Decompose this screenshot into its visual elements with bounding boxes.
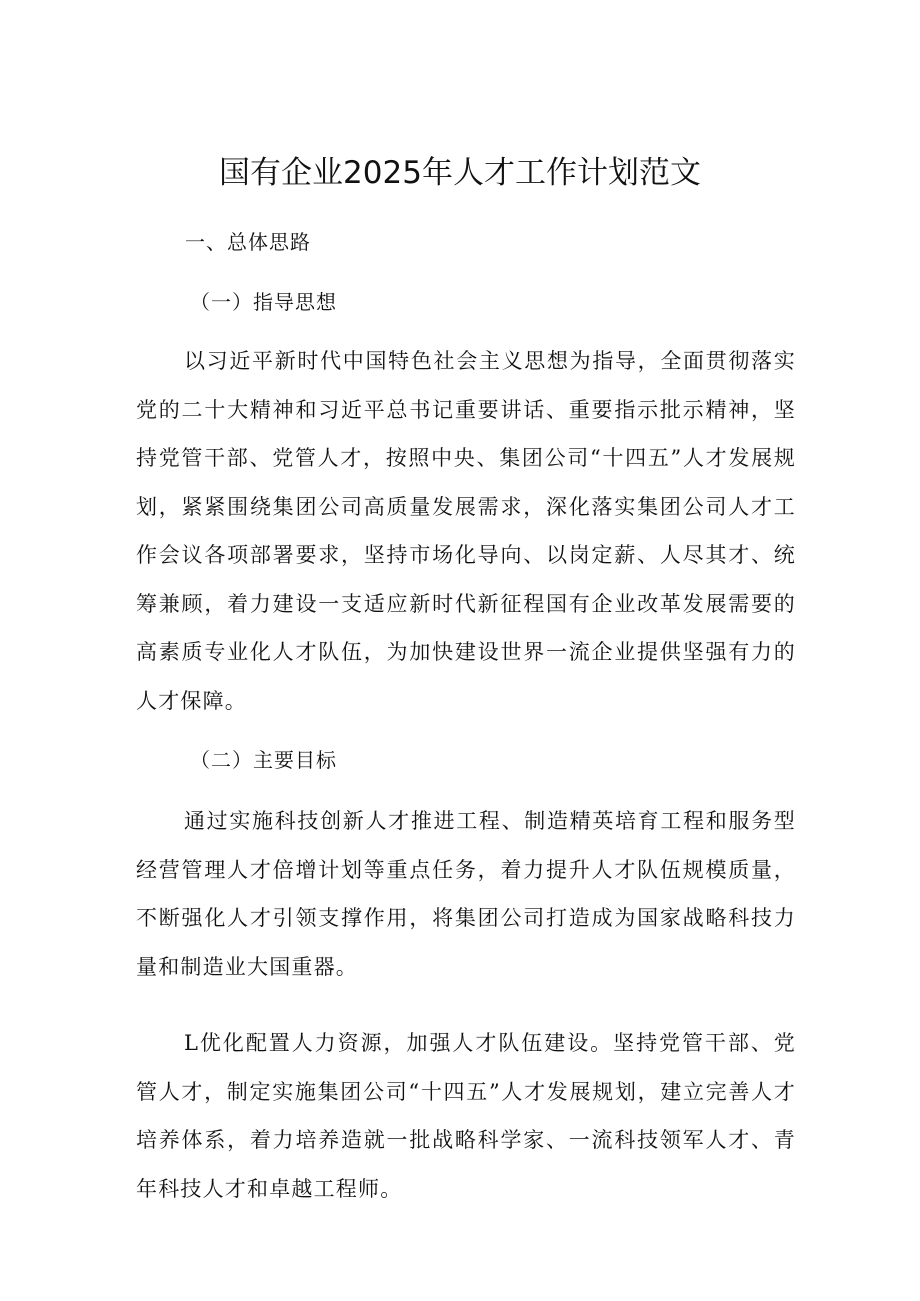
section-heading-overall-approach: 一、总体思路 (185, 230, 311, 254)
subsection-heading-guiding-ideology: （一）指导思想 (190, 290, 337, 314)
paragraph-guiding-ideology: 以习近平新时代中国特色社会主义思想为指导，全面贯彻落实党的二十大精神和习近平总书记重要讲话、重要指示批示精神，坚持党管干部、党管人才，按照中央、集团公司“十四五”人才发展规划，紧紧围绕集团公司高质量发展需求，深化落实集团公司人才工作会议各项部署要求，坚持市场化导向、以岗定薪、人尽其才、统筹兼顾，着力建设一支适应新时代新征程国有企业改革发展需要的高素质专业化人才队伍，为加快建设世界一流企业提供坚强有力的人才保障。 (136, 349, 796, 713)
paragraph-item-1: L优化配置人力资源，加强人才队伍建设。坚持党管干部、党管人才，制定实施集团公司“十四五”人才发展规划，建立完善人才培养体系，着力培养造就一批战略科学家、一流科技领军人才、青年科技人才和卓越工程师。 (136, 1031, 796, 1201)
document-title: 国有企业2025年人才工作计划范文 (219, 155, 701, 191)
subsection-heading-main-goals: （二）主要目标 (190, 748, 337, 772)
paragraph-main-goals: 通过实施科技创新人才推进工程、制造精英培育工程和服务型经营管理人才倍增计划等重点任务，着力提升人才队伍规模质量，不断强化人才引领支撑作用，将集团公司打造成为国家战略科技力量和制造业大国重器。 (136, 809, 796, 979)
